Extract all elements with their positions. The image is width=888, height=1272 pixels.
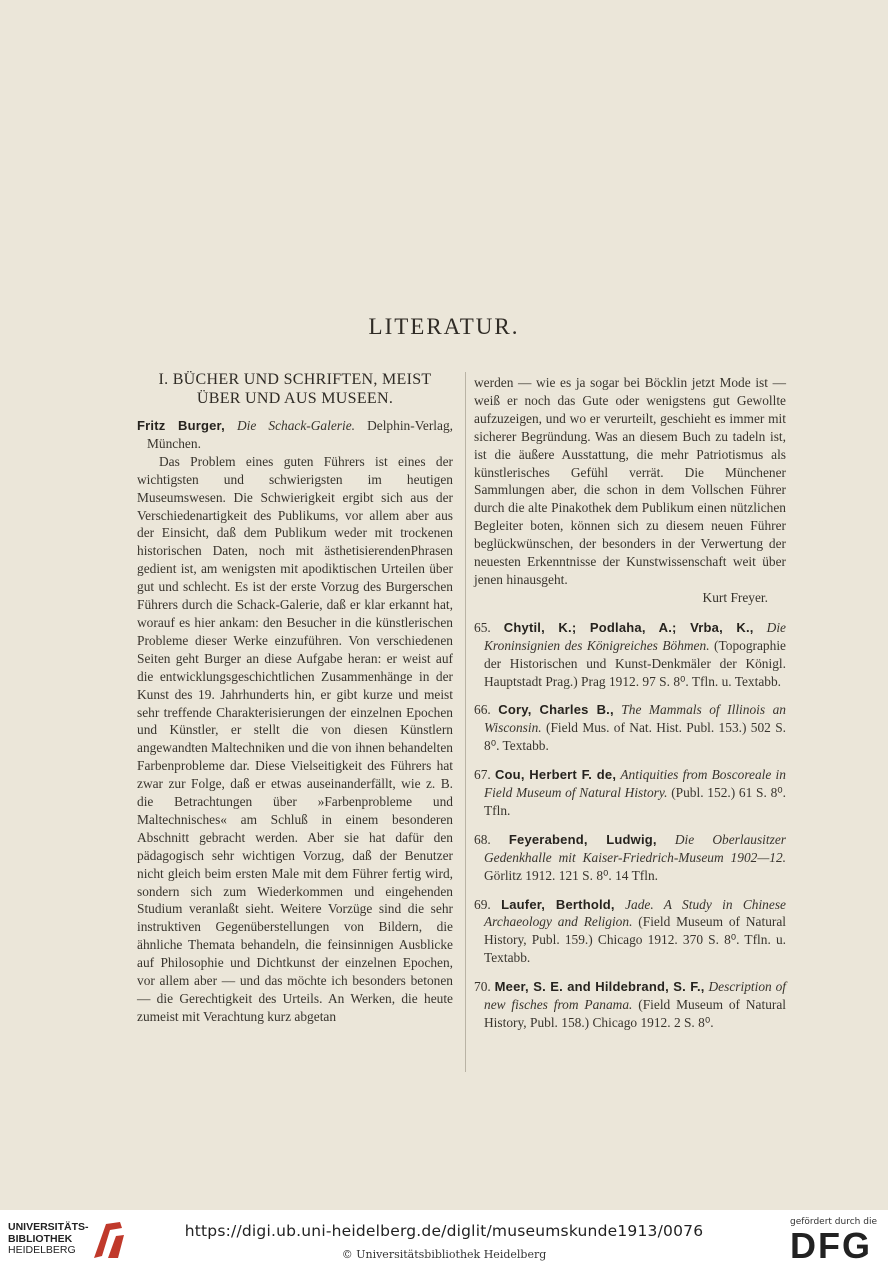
entry-title: Description of new fisches from Panama. <box>484 979 787 1013</box>
review-body: Das Problem eines guten Führers ist eines der wichtigsten und schwierigsten im heutigen Museumswesen. Die Schwierigkeit ergibt sich aus der Verschiedenartigkeit des Publikums, vor allem aber aus der Einsicht, daß dem Publikum weder mit trockenen historischen Daten, noch mit ästhetisierendenPhrasen gedient ist, am wenigsten mit apodiktischen Urteilen über gut und schlecht. Es ist der erste Vorzug des Burgerschen Führers durch die Schack-Galerie, daß er klar erkannt hat, worauf es hier ankam: den Besucher in die künstlerischen Probleme dieser Werke einzuführen. Von verschiedenen Seiten geht Burger an diese Aufgabe heran: er weist auf die entwicklungsgeschichtlichen Zusammenhänge in der Kunst des 19. Jahrhunderts hin, er gibt kurze und meist sehr treffende Charakterisierungen der einzelnen Epochen und Künstler, er stellt die von diesen Künstlern angewandten Maltechniken und die von ihnen behandelten Farbenprobleme dar. Diese Vielseitigkeit des Führers hat zwar zur Folge, daß er etwas auseinanderfällt, wie z. B. die Betrachtungen über »Farbenprobleme und Maltechnisches« am Schluß in einem besonderen Abschnitt gebracht werden. Aber sie hat dafür den pädagogisch sehr wichtigen Vorzug, daß der Benutzer nicht gleich beim ersten Male mit dem Führer fertig wird, sondern sich zum Wiederkommen und eingehenden Studium veranlaßt sieht. Weitere Vorzüge sind die sehr instruktiven Gegenüberstellungen von Bildern, die ähnliche Themata behandeln, die feinsinnigen Ausblicke auf Philosophie und Dichtkunst der einzelnen Epochen, vor allem aber — und das möchte ich besonders betonen — die Gerechtigkeit des Urteils. An Werken, die heute zumeist mit Verachtung kurz abgetan <box>137 453 453 1024</box>
dfg-logo[interactable]: DFG <box>790 1225 872 1266</box>
entry-number: 69. <box>474 896 491 912</box>
entry-author: Cou, Herbert F. de, <box>494 767 617 783</box>
entry-details: Görlitz 1912. 121 S. 8⁰. 14 Tfln. <box>484 867 658 883</box>
bibliography-entry <box>474 896 786 968</box>
entry-title: The Mammals of Illinois an Wisconsin. <box>484 702 786 736</box>
entry-title: Die Kroninsignien des Königreiches Böhmen. <box>484 619 786 653</box>
entry-author: Chytil, K.; Podlaha, A.; Vrba, K., <box>503 619 754 635</box>
entry-title: Jade. A Study in Chinese Archaeology and Religion. <box>484 896 786 930</box>
entry-details: (Field Museum of Natural History, Publ. 159.) Chicago 1912. 370 S. 8⁰. Tfln. u. Textabb. <box>484 914 787 966</box>
bibliography-entry <box>474 978 786 1032</box>
logo-line1: UNIVERSITÄTS- <box>8 1221 89 1233</box>
review-citation <box>137 417 453 453</box>
entry-number: 65. <box>474 619 491 635</box>
entry-details: (Field Museum of Natural History, Publ. 158.) Chicago 1912. 2 S. 8⁰. <box>484 997 787 1030</box>
entry-number: 66. <box>474 702 491 718</box>
bibliography-entry <box>474 831 786 885</box>
review-publisher: Delphin-Verlag, München. <box>147 418 453 451</box>
entry-number: 68. <box>474 831 491 847</box>
entry-details: (Field Mus. of Nat. Hist. Publ. 153.) 502 S. 8⁰. Textabb. <box>484 720 786 754</box>
copyright-notice: © Universitätsbibliothek Heidelberg <box>341 1248 547 1261</box>
column-divider <box>465 372 466 1072</box>
logo-line3: HEIDELBERG <box>8 1244 76 1256</box>
entry-title: Die Oberlausitzer Gedenkhalle mit Kaiser-Friedrich-Museum 1902—12. <box>484 831 786 865</box>
entry-author: Laufer, Berthold, <box>501 896 615 912</box>
entry-author: Meer, S. E. and Hildebrand, S. F., <box>494 979 705 995</box>
entry-number: 70. <box>474 979 491 995</box>
bibliography-entry <box>474 766 786 820</box>
permalink-url[interactable]: https://digi.ub.uni-heidelberg.de/diglit/museumskunde1913/0076 <box>184 1222 704 1240</box>
entry-title: Antiquities from Boscoreale in Field Museum of Natural History. <box>484 767 786 801</box>
section-title-line1: I. BÜCHER UND SCHRIFTEN, MEIST <box>158 371 432 388</box>
entry-details: (Publ. 152.) 61 S. 8⁰. Tfln. <box>484 785 787 818</box>
section-title <box>137 370 453 408</box>
entry-author: Feyerabend, Ludwig, <box>508 831 657 847</box>
funding-caption: gefördert durch die <box>790 1217 877 1227</box>
entry-author: Cory, Charles B., <box>498 702 614 718</box>
entry-number: 67. <box>474 767 491 783</box>
bibliography-entry <box>474 619 786 691</box>
logo-line2: BIBLIOTHEK <box>8 1232 73 1245</box>
review-title: Die Schack-Galerie. <box>236 418 356 433</box>
review-signature: Kurt Freyer. <box>702 589 768 605</box>
page-heading: LITERATUR. <box>368 314 520 339</box>
left-column <box>137 370 453 1026</box>
right-column <box>474 374 786 1043</box>
bibliography-entry <box>474 701 786 755</box>
section-title-line2: ÜBER UND AUS MUSEEN. <box>196 390 394 407</box>
review-author: Fritz Burger, <box>137 418 225 433</box>
entry-details: (Topographie der Historischen und Kunst-Denkmäler der Königl. Hauptstadt Prag.) Prag 1912. 97 S. 8⁰. Tfln. u. Textabb. <box>484 637 786 689</box>
viewer-footer <box>0 1210 888 1272</box>
review-continuation: werden — wie es ja sogar bei Böcklin jetzt Mode ist — weiß er noch das Gute oder wenigstens gut Gewollte aufzuzeigen, und wo er verurteilt, geschieht es immer mit sicherer Begründung. Was an diesem Buch zu tadeln ist, ist die äußere Ausstattung, die mehr Patriotismus als künstlerisches Gefühl verrät. Die Münchener Sammlungen aber, die schon in dem Vollschen Führer durch die alte Pinakothek dem Publikum einen nützlichen Begleiter boten, können sich zu diesem neuen Führer beglückwünschen, der besonders in der Verwertung der neuesten Erkenntnisse der Kunstwissenschaft weit über jenen hinausgeht. <box>474 375 786 587</box>
